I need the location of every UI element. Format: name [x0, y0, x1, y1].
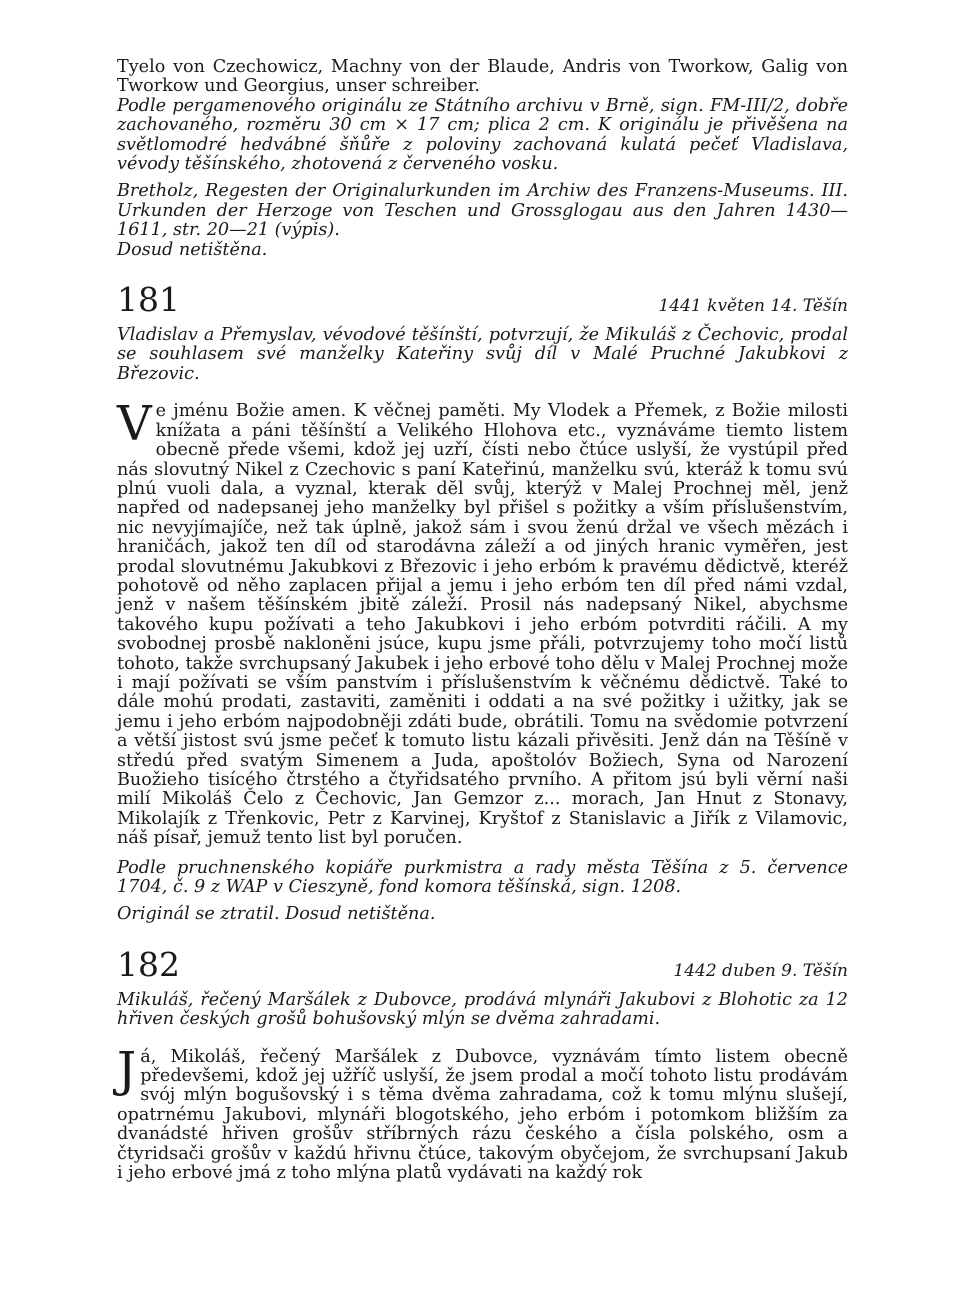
drop-cap: J [117, 1041, 137, 1098]
entry-182-text [117, 1041, 848, 1184]
entry-summary: Vladislav a Přemyslav, vévodové těšínští, potvrzují, že Mikuláš z Čechovic, prodal se souhlasem své manželky Kateřiny svůj díl v Malé Pruchné Jakubkovi z Březovic. [117, 325, 848, 384]
entry-number: 182 [117, 944, 180, 984]
charter-text: á, Mikoláš, řečený Maršálek z Dubovce, vyznávám tímto listem obecně předevšemi, kdož jej užříč uslyší, že jsem prodal a močí tohoto listu prodávám svój mlýn bogušovský i s těma dvěma zahradama, což k tomu mlýnu slušejí, opatrnému Jakubovi, mlynáři blogotského, jeho erbóm i potomkom bližším za dvanádsté hřiven grošův stříbrných rázu českého a čísla polského, osm a čtyridsači grošův v každú hřivnu čtúce, takovým obyčejom, že svrchupsaní Jakub i jeho erbové jmá z toho mlýna platů vydávati na každý rok [117, 1046, 848, 1184]
charter-text: e jménu Božie amen. K věčnej paměti. My Vlodek a Přemek, z Božie milosti knížata a páni těšínští a Velikého Hlohova etc., vyznáváme tiemto listem obecně přede všemi, kdož jej uzří, čísti nebo čtúce uslyší, že vystúpil před nás slovutný Nikel z Czechovic s paní Kateřinú, manželku svú, kteráž k tomu svú plnú vuoli dala, a vyznal, kterak dĕl svůj, kterýž v Malej Prochnej měl, jenž napřed od nadepsanej jeho manželky byl přišel s požitky a vším příslušenstvím, nic nevyjímajíče, než tak úplně, jakož sám i svou ženú držal ve všech mězách i hraničách, jakož ten díl od starodávna záleží a od jiných hranic vyměřen, jest prodal slovutnému Jakubkovi z Březovic i jeho erbóm k pravému dědictvě, kteréž pohotově od něho zaplacen přijal a jemu i jeho erbóm ten díl před námi vzdal, jenž v našem těšínském jbitě záleží. Prosil nás nadepsaný Nikel, abychsme takového kupu požívati a teho Jakubkovi i jeho erbóm potvrditi ráčili. A my svobodnej prosbě nakloněni jsúce, kupu jsme přáli, potvrzujemy toho močí listů tohoto, takže svrchupsaný Jakubek i jeho erbové toho dělu v Malej Prochnej može i mají požívati se vším panstvím i příslušenstvím k věčnému dědictvě. Také to dále mohú prodati, zastaviti, zaměniti i oddati a na své požitky i užitky, jak se jemu i jeho erbóm najpodobněji zdáti bude, obrátili. Tomu na svědomie potvrzení a větší jistost svú jsme pečeť k tomuto listu kázali přivěsiti. Jenž dán na Těšíně v středú před svatým Simenem a Juda, apoštolóv Božiech, Syna od Narození Buožieho tisícého čtrstého a čtyřidsatého prvního. A přitom jsú byli věrní naši milí Mikoláš Čelo z Čechovic, Jan Gemzor z... morach, Jan Hnut z Stonavy, Mikolajík z Třenkovic, Petr z Karvinej, Kryštof z Stanislavic a Jiřík z Vilamovic, náš písař, jemuž tento list byl poručen. [117, 401, 848, 849]
entry-date: 1441 květen 14. Těšín [658, 296, 848, 317]
entry-number: 181 [117, 280, 180, 320]
drop-cap: V [117, 396, 152, 453]
literature-reference: Bretholz, Regesten der Originalurkunden im Archiw des Franzens-Museums. III. Urkunden der Herzoge von Teschen und Grossglogau aus den Jahren 1430—1611, str. 20—21 (výpis). [117, 181, 848, 241]
entry-date: 1442 duben 9. Těšín [673, 960, 848, 981]
witness-list-continuation: Tyelo von Czechowicz, Machny von der Blaude, Andris von Tworkow, Galig von Tworkow und Georgius, unser schreiber. [117, 57, 848, 97]
entry-summary: Mikuláš, řečený Maršálek z Dubovce, prodává mlynáři Jakubovi z Blohotic za 12 hřiven českých grošů bohušovský mlýn se dvěma zahradami. [117, 989, 848, 1030]
archival-source-note: Podle pergamenového originálu ze Státního archivu v Brně, sign. FM-III/2, dobře zachovaného, rozměru 30 cm × 17 cm; plica 2 cm. K originálu je přivěšena na světlomodré hedvábné šňůře z poloviny zachovaná kulatá pečeť Vladislava, vévody těšínského, zhotovená z červeného vosku. [117, 95, 848, 175]
publication-status: Originál se ztratil. Dosud netištěna. [117, 904, 436, 925]
publication-status: Dosud netištěna. [117, 239, 268, 260]
entry-181-header [117, 282, 848, 318]
copy-source-note: Podle pruchnenského kopiáře purkmistra a rady města Těšína z 5. července 1704, č. 9 z WAP v Cieszyně, fond komora těšínská, sign. 1208. [117, 857, 848, 898]
entry-182-header [117, 944, 848, 984]
entry-181-text [117, 396, 848, 849]
